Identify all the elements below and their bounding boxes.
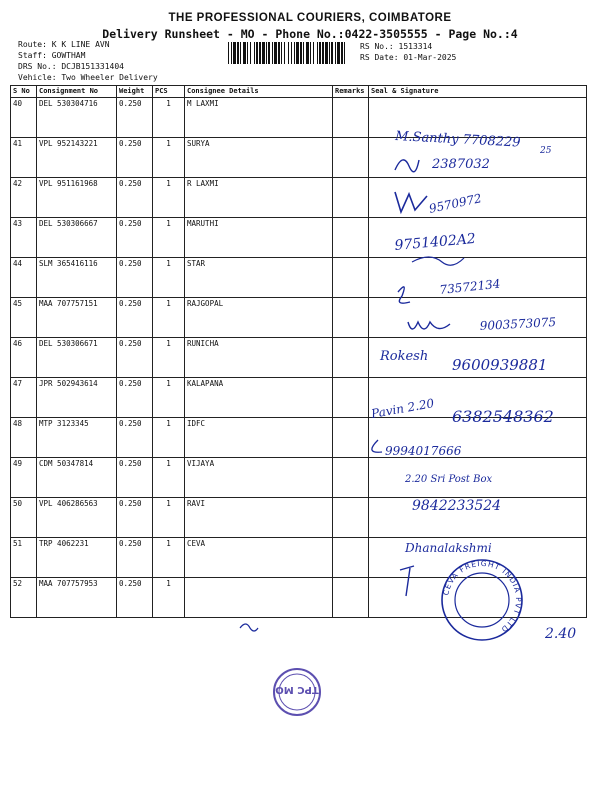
sno: 46 <box>11 338 37 378</box>
tpc-office-stamp <box>272 667 322 717</box>
consignment-no: TRP 4062231 <box>37 538 117 578</box>
barcode-bar <box>313 42 314 64</box>
signature-row-45-phone: 9003573075 <box>479 315 557 333</box>
remarks <box>333 378 369 418</box>
barcode-bar <box>344 42 345 64</box>
weight: 0.250 <box>117 178 153 218</box>
remarks <box>333 498 369 538</box>
table-row <box>11 418 587 458</box>
sno: 50 <box>11 498 37 538</box>
consignment-no: JPR 502943614 <box>37 378 117 418</box>
table-row <box>11 458 587 498</box>
signature-row-50-name: Dhanalakshmi <box>405 541 492 555</box>
signature-cell <box>369 458 587 498</box>
consignee: MARUTHI <box>185 218 333 258</box>
consignee: RUNICHA <box>185 338 333 378</box>
barcode-bar <box>240 42 241 64</box>
remarks <box>333 298 369 338</box>
table-row <box>11 218 587 258</box>
consignee: SURYA <box>185 138 333 178</box>
barcode-bar <box>329 42 330 64</box>
barcode-bar <box>306 42 309 64</box>
sno: 48 <box>11 418 37 458</box>
barcode-bar <box>274 42 277 64</box>
col-consignment: Consignment No <box>37 86 117 98</box>
remarks <box>333 578 369 618</box>
table-row <box>11 298 587 338</box>
barcode-bar <box>250 42 251 64</box>
consignment-no: VPL 951161968 <box>37 178 117 218</box>
sno: 49 <box>11 458 37 498</box>
pcs: 1 <box>153 298 185 338</box>
consignee: M LAXMI <box>185 98 333 138</box>
remarks <box>333 218 369 258</box>
signature-cell <box>369 498 587 538</box>
weight: 0.250 <box>117 298 153 338</box>
signature-row-41-phone: 2387032 <box>432 157 490 172</box>
table-row <box>11 578 587 618</box>
remarks <box>333 418 369 458</box>
weight: 0.250 <box>117 418 153 458</box>
weight: 0.250 <box>117 378 153 418</box>
signature-cell <box>369 258 587 298</box>
pcs: 1 <box>153 378 185 418</box>
pcs: 1 <box>153 458 185 498</box>
remarks <box>333 178 369 218</box>
col-pcs: PCS <box>153 86 185 98</box>
consignment-no: DEL 530304716 <box>37 98 117 138</box>
consignment-no: CDM 50347814 <box>37 458 117 498</box>
table-row <box>11 258 587 298</box>
consignment-no: DEL 530306667 <box>37 218 117 258</box>
weight: 0.250 <box>117 338 153 378</box>
rs-number: RS No.: 1513314 <box>360 42 433 51</box>
signature-row-47-phone: 6382548362 <box>452 407 554 426</box>
drs-number: DRS No.: DCJB151331404 <box>18 62 124 71</box>
signature-row-52-time: 2.40 <box>545 626 577 642</box>
barcode-bar <box>291 42 292 64</box>
barcode-bar <box>266 42 267 64</box>
remarks <box>333 138 369 178</box>
weight: 0.250 <box>117 498 153 538</box>
signature-row-48-phone: 9994017666 <box>385 444 462 458</box>
sno: 40 <box>11 98 37 138</box>
table-row <box>11 538 587 578</box>
signature-cell <box>369 98 587 138</box>
signature-row-49-address: 2.20 Sri Post Box <box>405 474 493 485</box>
barcode-bar <box>231 42 232 64</box>
consignee: KALAPANA <box>185 378 333 418</box>
runsheet-table <box>10 85 587 618</box>
pcs: 1 <box>153 338 185 378</box>
sno: 43 <box>11 218 37 258</box>
consignment-no: MAA 707757953 <box>37 578 117 618</box>
barcode-bar <box>278 42 280 64</box>
pcs: 1 <box>153 578 185 618</box>
pcs: 1 <box>153 538 185 578</box>
barcode-bar <box>317 42 318 64</box>
table-row <box>11 498 587 538</box>
signature-cell <box>369 218 587 258</box>
signature-cell <box>369 338 587 378</box>
signature-row-46-name: Rokesh <box>380 349 429 364</box>
signature-cell <box>369 178 587 218</box>
barcode-bar <box>294 42 295 64</box>
barcode-bar <box>284 42 285 64</box>
table-row <box>11 98 587 138</box>
ceva-seal-text: CEVA FREIGHT INDIA PVT LTD <box>441 558 524 635</box>
consignee: IDFC <box>185 418 333 458</box>
barcode-bar <box>233 42 236 64</box>
barcode-bar <box>247 42 248 64</box>
sno: 44 <box>11 258 37 298</box>
sno: 47 <box>11 378 37 418</box>
consignee: R LAXMI <box>185 178 333 218</box>
table-row <box>11 178 587 218</box>
col-seal-signature: Seal & Signature <box>369 86 587 98</box>
barcode-bar <box>296 42 299 64</box>
pcs: 1 <box>153 418 185 458</box>
sno: 52 <box>11 578 37 618</box>
route-label: Route: K K LINE AVN <box>18 40 110 49</box>
signature-row-42-phone: 9570972 <box>427 191 483 216</box>
barcode-bar <box>337 42 340 64</box>
pcs: 1 <box>153 138 185 178</box>
consignment-no: DEL 530306671 <box>37 338 117 378</box>
tpc-stamp-text: TPC MO <box>275 684 319 695</box>
remarks <box>333 538 369 578</box>
signature-cell <box>369 138 587 178</box>
consignee: RAVI <box>185 498 333 538</box>
vehicle-label: Vehicle: Two Wheeler Delivery <box>18 73 158 82</box>
col-consignee: Consignee Details <box>185 86 333 98</box>
barcode-bar <box>288 42 289 64</box>
signature-cell <box>369 378 587 418</box>
pcs: 1 <box>153 218 185 258</box>
consignee <box>185 578 333 618</box>
table-row <box>11 138 587 178</box>
barcode-bar <box>262 42 265 64</box>
barcode-bar <box>254 42 255 64</box>
barcode-bar <box>243 42 246 64</box>
signature-row-44-phone: 73572134 <box>438 276 502 297</box>
barcode-bar <box>272 42 273 64</box>
weight: 0.250 <box>117 458 153 498</box>
consignee: RAJGOPAL <box>185 298 333 338</box>
barcode-bar <box>303 42 304 64</box>
signature-row-43-phone: 9751402A2 <box>393 230 477 254</box>
barcode-bar <box>237 42 239 64</box>
consignee: CEVA <box>185 538 333 578</box>
barcode-bar <box>322 42 324 64</box>
runsheet-subtitle: Delivery Runsheet - MO - Phone No.:0422-3505555 - Page No.:4 <box>102 27 518 41</box>
signature-row-52-mark <box>240 624 258 631</box>
pcs: 1 <box>153 178 185 218</box>
col-sno: S No <box>11 86 37 98</box>
barcode-bar <box>319 42 321 64</box>
pcs: 1 <box>153 498 185 538</box>
barcode-bar <box>300 42 302 64</box>
staff-label: Staff: GOWTHAM <box>18 51 86 60</box>
table-header-row <box>11 86 587 98</box>
col-remarks: Remarks <box>333 86 369 98</box>
signature-cell <box>369 578 587 618</box>
rs-date: RS Date: 01-Mar-2025 <box>360 53 457 62</box>
table-row <box>11 338 587 378</box>
barcode-bar <box>335 42 336 64</box>
col-weight: Weight <box>117 86 153 98</box>
remarks <box>333 98 369 138</box>
sno: 45 <box>11 298 37 338</box>
barcode <box>228 42 346 64</box>
weight: 0.250 <box>117 98 153 138</box>
header-left-info <box>18 39 158 83</box>
consignee: VIJAYA <box>185 458 333 498</box>
consignment-no: MAA 707757151 <box>37 298 117 338</box>
consignee: STAR <box>185 258 333 298</box>
sno: 51 <box>11 538 37 578</box>
signature-row-47-name: Pavin 2.20 <box>370 396 436 421</box>
sno: 41 <box>11 138 37 178</box>
remarks <box>333 458 369 498</box>
weight: 0.250 <box>117 538 153 578</box>
barcode-bar <box>341 42 343 64</box>
signature-cell <box>369 418 587 458</box>
barcode-bar <box>325 42 328 64</box>
weight: 0.250 <box>117 578 153 618</box>
table-row <box>11 378 587 418</box>
barcode-bar <box>259 42 261 64</box>
signature-cell <box>369 538 587 578</box>
signature-row-41-name: M.Santhy 7708229 <box>394 129 521 151</box>
barcode-bar <box>281 42 282 64</box>
header-right-info <box>360 41 456 63</box>
sno: 42 <box>11 178 37 218</box>
runsheet-title: THE PROFESSIONAL COURIERS, COIMBATORE <box>168 12 452 24</box>
barcode-bar <box>268 42 270 64</box>
pcs: 1 <box>153 98 185 138</box>
signature-row-49-phone: 9842233524 <box>412 498 502 514</box>
consignment-no: VPL 952143221 <box>37 138 117 178</box>
consignment-no: MTP 3123345 <box>37 418 117 458</box>
barcode-bar <box>331 42 333 64</box>
weight: 0.250 <box>117 138 153 178</box>
barcode-bar <box>310 42 311 64</box>
consignment-no: VPL 406286563 <box>37 498 117 538</box>
signature-row-41-note: 25 <box>540 146 552 156</box>
signature-row-46-phone: 9600939881 <box>452 356 548 374</box>
pcs: 1 <box>153 258 185 298</box>
signature-cell <box>369 298 587 338</box>
remarks <box>333 338 369 378</box>
barcode-bar <box>256 42 258 64</box>
weight: 0.250 <box>117 258 153 298</box>
remarks <box>333 258 369 298</box>
barcode-bar <box>228 42 229 64</box>
consignment-no: SLM 365416116 <box>37 258 117 298</box>
weight: 0.250 <box>117 218 153 258</box>
